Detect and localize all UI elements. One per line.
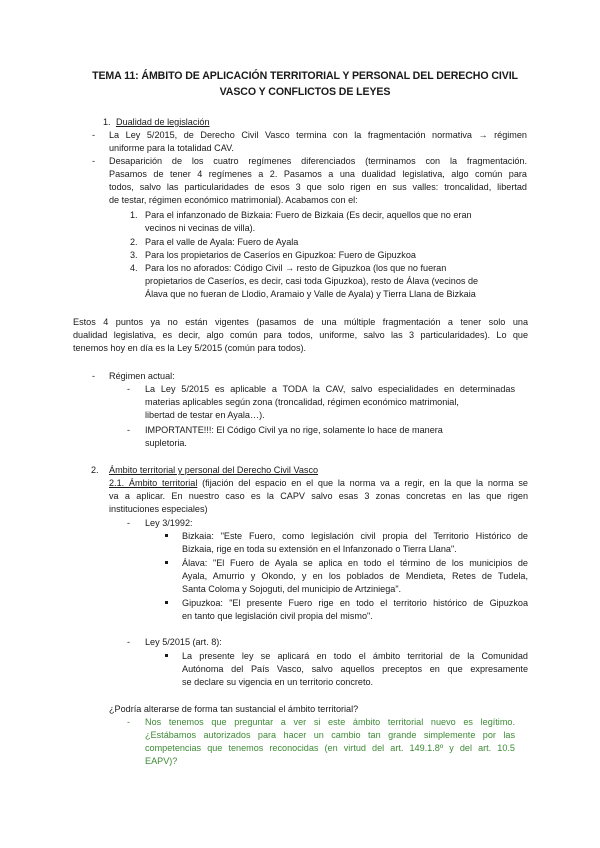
square-bullet [165, 534, 168, 537]
section-2-heading: Ámbito territorial y personal del Derecho Civil Vasco [109, 465, 319, 475]
subsection-2-1-label: 2.1. Ámbito territorial [109, 478, 198, 488]
ley-3-1992-label: Ley 3/1992: [145, 518, 193, 528]
bullet-dash: - [92, 156, 96, 166]
square-bullet [165, 561, 168, 564]
square-bullet [165, 654, 168, 657]
ley-5-2015-text: La presente ley se aplicará en todo el ámbito territorial de la Comunidad Autónoma del País Vasco, salvo aquellos preceptos en que expresamente se declare su vigencia en un territorio concreto. [182, 651, 528, 687]
list-item-number: 1. [130, 210, 138, 220]
title-line-2: VASCO Y CONFLICTOS DE LEYES [219, 86, 391, 98]
list-item: Para los no aforados: Código Civil → resto de Gipuzkoa (los que no fueran propietarios de Caseríos, es decir, casi toda Gipuzkoa), resto de Álava (vecinos de Álava que no fueran de Llodio, Aramaio y Valle de Ayala) y Tierra Llana de Bizkaia [145, 263, 479, 299]
green-note: Nos tenemos que preguntar a ver si este ámbito territorial nuevo es legítimo. ¿Estábamos autorizados para hacer un cambio tan grande simplemente por las competencias que tenemos reconocidas (en virtud del art. 149.1.8º y del art. 10.5 EAPV)? [145, 717, 515, 766]
section-1-heading: Dualidad de legislación [116, 117, 210, 127]
bullet-1: La Ley 5/2015, de Derecho Civil Vasco termina con la fragmentación normativa → régimen uniforme para la totalidad CAV. [109, 130, 527, 153]
bullet-dash: - [127, 637, 131, 647]
list-item-number: 3. [130, 250, 138, 260]
bullet-dash: - [127, 518, 131, 528]
regimen-point-1: La Ley 5/2015 es aplicable a TODA la CAV, salvo especialidades en determinadas materias aplicables según zona (troncalidad, régimen económico matrimonial, libertad de testar en Ayala…). [145, 384, 515, 420]
list-item-number: 2. [130, 237, 138, 247]
regimen-label: Régimen actual: [109, 371, 175, 381]
alava-text: Álava: "El Fuero de Ayala se aplica en todo el término de los municipios de Ayala, Amurrio y Okondo, y en los poblados de Mendieta, Retes de Tudela, Santa Coloma y Sojoguti, del municipio de Artziniega". [182, 558, 528, 594]
regimen-point-2: IMPORTANTE!!!: El Código Civil ya no rige, solamente lo hace de manera supletoria. [145, 425, 443, 448]
bullet-2: Desaparición de los cuatro regímenes diferenciados (terminamos con la fragmentación. Pasamos de tener 4 regímenes a 2. Pasamos a una dualidad legislativa, algo común para todos, salvo las particularidades de esos 3 que solo rigen en sus valles: troncalidad, libertad de testar, régimen económico matrimonial). Acabamos con el: [109, 156, 527, 205]
subsection-2-1: 2.1. Ámbito territorial (fijación del espacio en el que la norma va a regir, en la que la norma se va a aplicar. En nuestro caso es la CAPV salvo esas 3 zonas concretas en las que rigen instituciones especiales) [109, 478, 528, 514]
document-title [70, 68, 540, 100]
section-2-number: 2. [91, 465, 99, 475]
bullet-dash: - [127, 384, 131, 394]
bullet-dash: - [92, 130, 96, 140]
question-text: ¿Podría alterarse de forma tan sustancial el ámbito territorial? [109, 704, 359, 714]
bullet-dash: - [92, 371, 96, 381]
bullet-dash: - [127, 717, 131, 727]
list-item: Para los propietarios de Caseríos en Gipuzkoa: Fuero de Gipuzkoa [145, 250, 416, 260]
gipuzkoa-text: Gipuzkoa: "El presente Fuero rige en todo el territorio histórico de Gipuzkoa en tanto que legislación civil propia del mismo". [182, 598, 528, 621]
bullet-dash: - [127, 425, 131, 435]
summary-paragraph: Estos 4 puntos ya no están vigentes (pasamos de una múltiple fragmentación a tener solo una dualidad legislativa, es decir, algo común para todos, uniforme, salvo las 3 particularidades). Lo que tenemos hoy en día es la Ley 5/2015 (común para todos). [73, 317, 528, 353]
list-item: Para el valle de Ayala: Fuero de Ayala [145, 237, 299, 247]
list-item-number: 4. [130, 263, 138, 273]
section-1-number: 1. [103, 117, 111, 127]
ley-5-2015-label: Ley 5/2015 (art. 8): [145, 637, 222, 647]
title-line-1: TEMA 11: ÁMBITO DE APLICACIÓN TERRITORIAL Y PERSONAL DEL DERECHO CIVIL [92, 70, 518, 82]
list-item: Para el infanzonado de Bizkaia: Fuero de Bizkaia (Es decir, aquellos que no eran vecinos ni vecinas de villa). [145, 210, 472, 233]
bizkaia-text: Bizkaia: "Este Fuero, como legislación civil propia del Territorio Histórico de Bizkaia, rige en toda su extensión en el Infanzonado o Tierra Llana". [182, 531, 528, 554]
square-bullet [165, 601, 168, 604]
